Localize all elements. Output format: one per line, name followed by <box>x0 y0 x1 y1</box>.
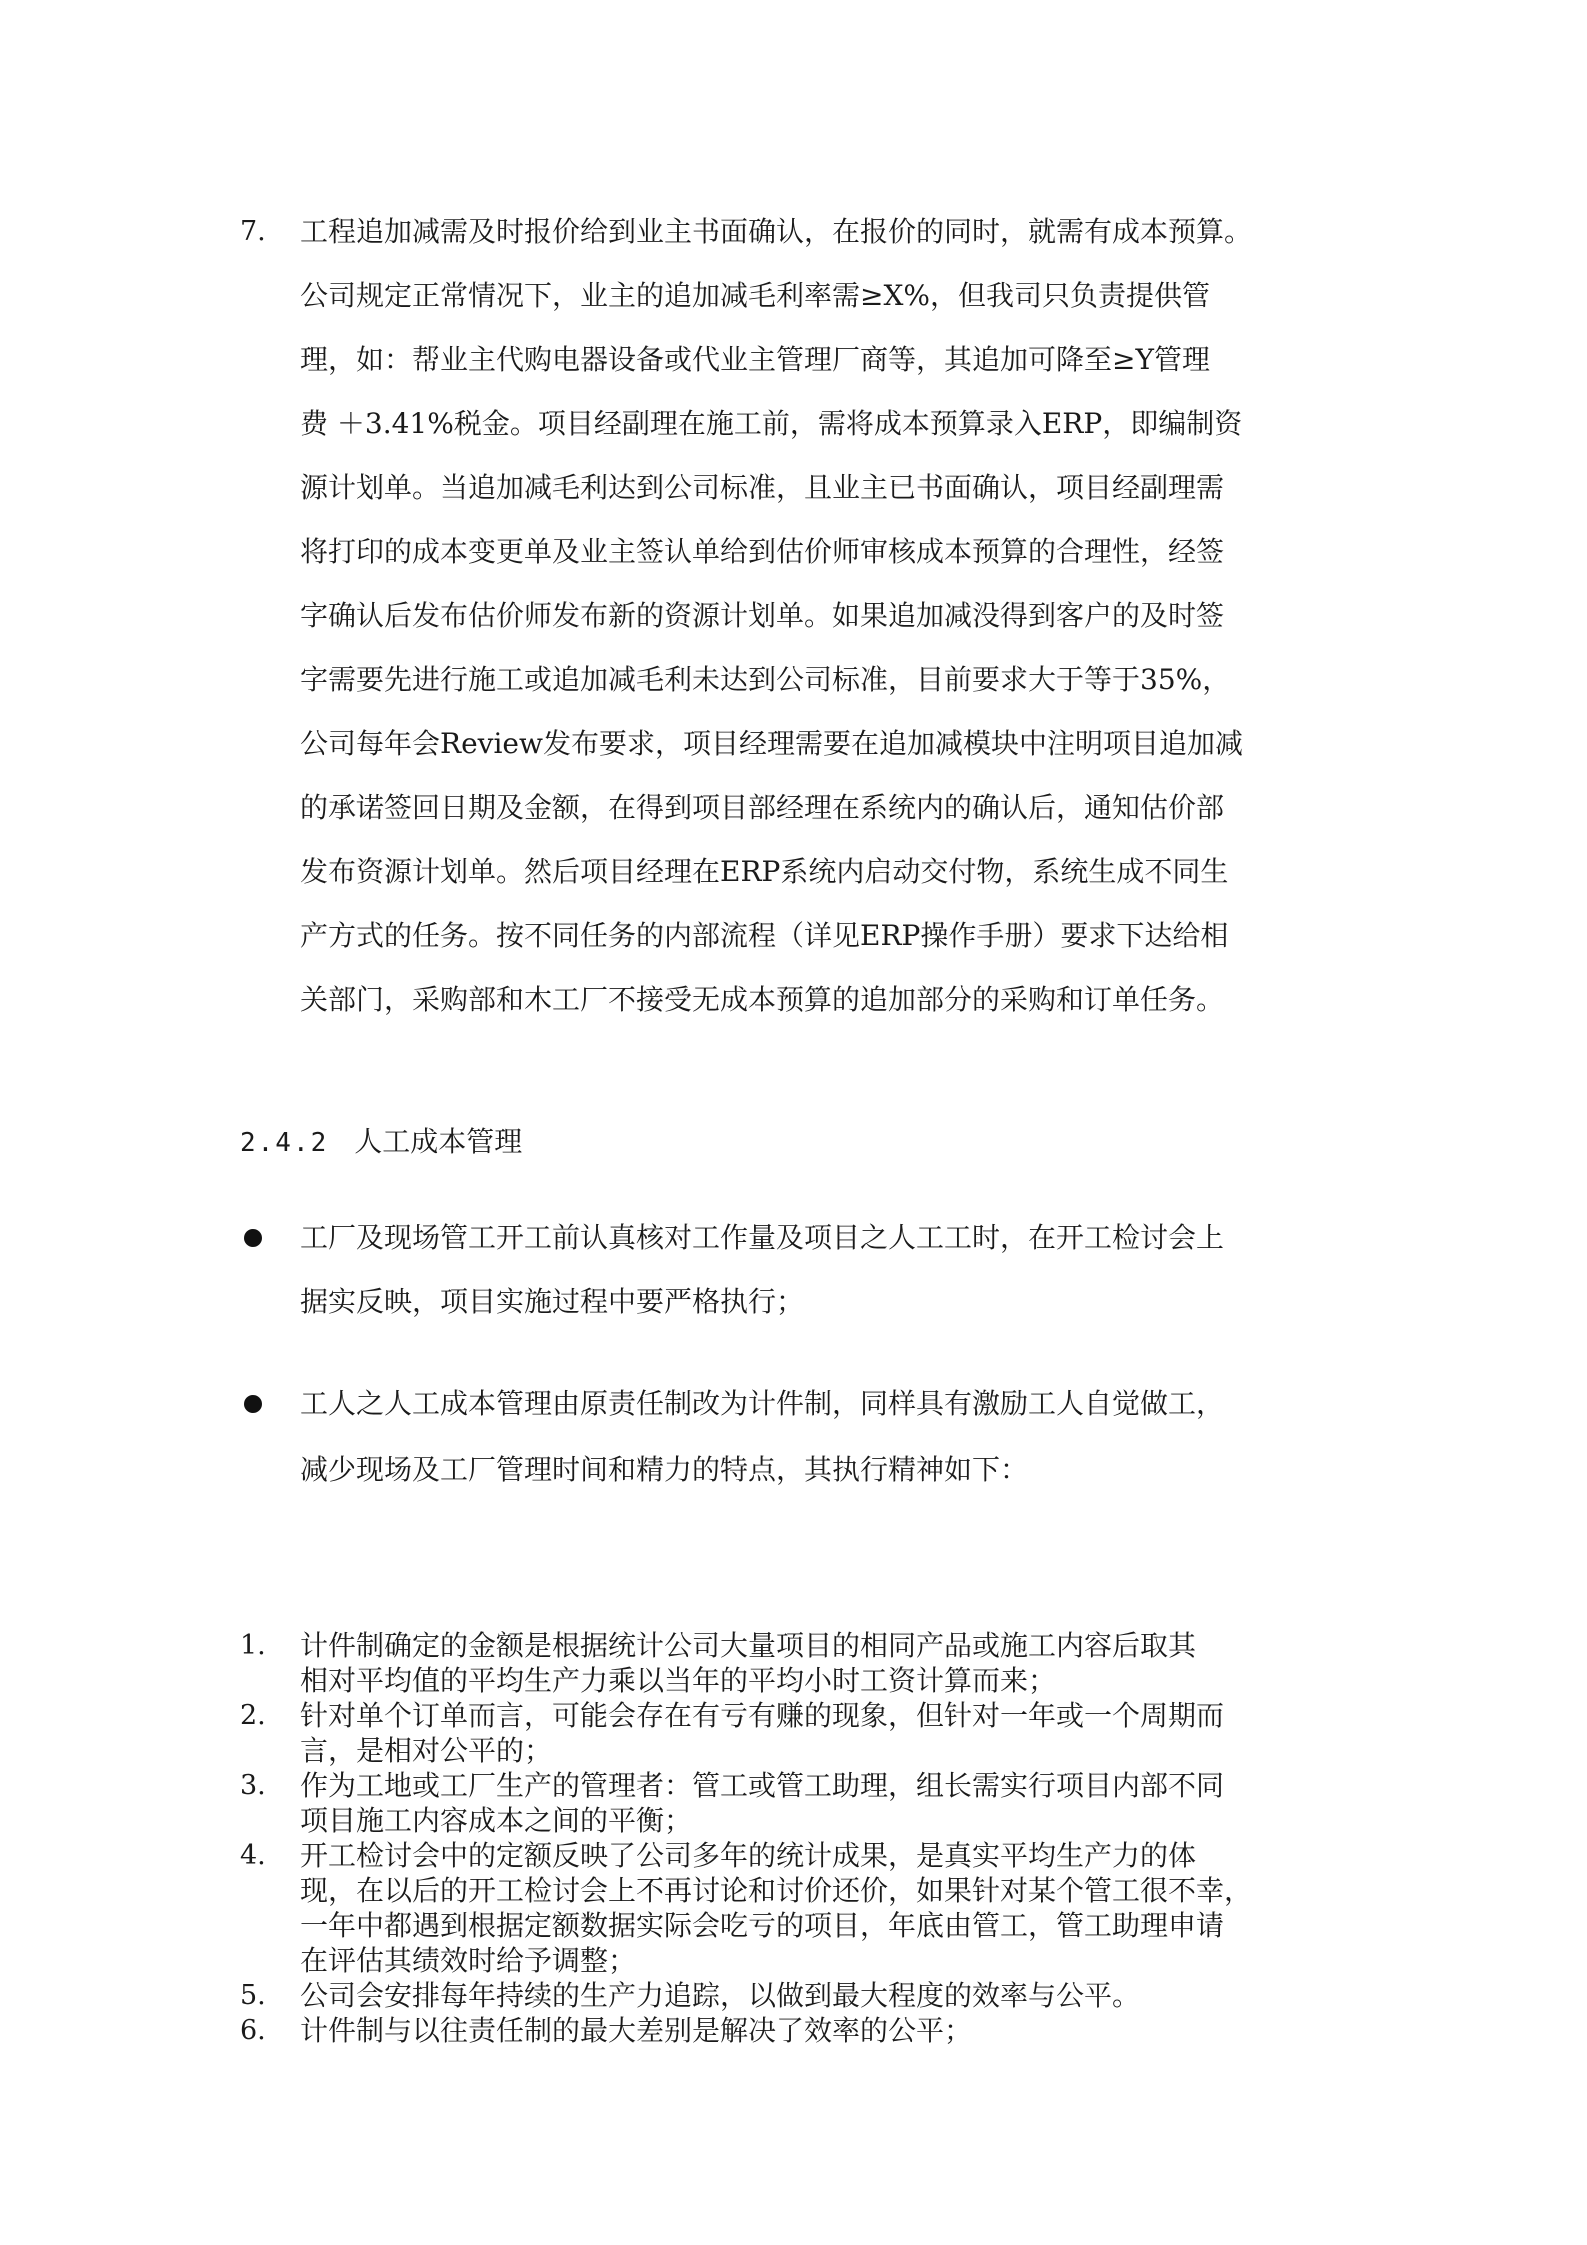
list-line: 计件制确定的金额是根据统计公司大量项目的相同产品或施工内容后取其 <box>300 1629 1197 1662</box>
list-line: 在评估其绩效时给予调整； <box>300 1944 637 1977</box>
list-item <box>240 1978 1360 2013</box>
paragraph-line: 的承诺签回日期及金额，在得到项目部经理在系统内的确认后，通知估价部 <box>300 791 1225 824</box>
list-item <box>240 1628 1360 1698</box>
list-line: 一年中都遇到根据定额数据实际会吃亏的项目，年底由管工，管工助理申请 <box>300 1909 1225 1942</box>
list-line: 言，是相对公平的； <box>300 1734 553 1767</box>
section-number: 2.4.2 <box>240 1128 329 1158</box>
section-title: 人工成本管理 <box>354 1125 523 1158</box>
paragraph-line: 公司每年会Review发布要求，项目经理需要在追加减模块中注明项目追加减 <box>300 727 1243 760</box>
paragraph-number: 7. <box>240 216 266 247</box>
list-line: 公司会安排每年持续的生产力追踪，以做到最大程度的效率与公平。 <box>300 1979 1141 2012</box>
list-line: 作为工地或工厂生产的管理者：管工或管工助理，组长需实行项目内部不同 <box>300 1769 1225 1802</box>
bullet-line: 工厂及现场管工开工前认真核对工作量及项目之人工工时，在开工检讨会上 <box>300 1221 1225 1254</box>
list-number: 4. <box>240 1840 266 1871</box>
list-line: 针对单个订单而言，可能会存在有亏有赚的现象，但针对一年或一个周期而 <box>300 1699 1225 1732</box>
list-line: 项目施工内容成本之间的平衡； <box>300 1804 693 1837</box>
bullet-line: 工人之人工成本管理由原责任制改为计件制，同样具有激励工人自觉做工， <box>300 1387 1225 1420</box>
list-number: 3. <box>240 1770 266 1801</box>
list-item <box>240 1838 1360 1978</box>
paragraph-line: 工程追加减需及时报价给到业主书面确认，在报价的同时，就需有成本预算。 <box>300 215 1253 248</box>
list-line: 相对平均值的平均生产力乘以当年的平均小时工资计算而来； <box>300 1664 1057 1697</box>
list-line: 开工检讨会中的定额反映了公司多年的统计成果，是真实平均生产力的体 <box>300 1839 1197 1872</box>
numbered-list <box>240 1628 1360 2048</box>
list-number: 1. <box>240 1630 266 1661</box>
paragraph-line: 字需要先进行施工或追加减毛利未达到公司标准，目前要求大于等于35%， <box>300 663 1231 696</box>
bullet-dot-icon <box>244 1395 262 1413</box>
paragraph-line: 发布资源计划单。然后项目经理在ERP系统内启动交付物，系统生成不同生 <box>300 855 1229 888</box>
paragraph-line: 理，如：帮业主代购电器设备或代业主管理厂商等，其追加可降至≥Y管理 <box>300 343 1210 376</box>
paragraph-line: 产方式的任务。按不同任务的内部流程（详见ERP操作手册）要求下达给相 <box>300 919 1229 952</box>
bullet-line: 减少现场及工厂管理时间和精力的特点，其执行精神如下： <box>300 1453 1029 1486</box>
list-line: 现，在以后的开工检讨会上不再讨论和讨价还价，如果针对某个管工很不幸， <box>300 1874 1253 1907</box>
list-number: 6. <box>240 2015 266 2046</box>
list-line: 计件制与以往责任制的最大差别是解决了效率的公平； <box>300 2014 973 2047</box>
paragraph-line: 将打印的成本变更单及业主签认单给到估价师审核成本预算的合理性，经签 <box>300 535 1225 568</box>
paragraph-line: 公司规定正常情况下，业主的追加减毛利率需≥X%，但我司只负责提供管 <box>300 279 1211 312</box>
list-number: 5. <box>240 1980 266 2011</box>
list-item <box>240 1698 1360 1768</box>
paragraph-line: 源计划单。当追加减毛利达到公司标准，且业主已书面确认，项目经副理需 <box>300 471 1225 504</box>
list-item <box>240 1768 1360 1838</box>
section-heading <box>240 1122 522 1163</box>
paragraph-line: 费 ＋3.41%税金。项目经副理在施工前，需将成本预算录入ERP，即编制资 <box>300 407 1243 440</box>
bullet-line: 据实反映，项目实施过程中要严格执行； <box>300 1285 805 1318</box>
list-number: 2. <box>240 1700 266 1731</box>
paragraph-line: 字确认后发布估价师发布新的资源计划单。如果追加减没得到客户的及时签 <box>300 599 1225 632</box>
list-item <box>240 2013 1360 2048</box>
paragraph-line: 关部门，采购部和木工厂不接受无成本预算的追加部分的采购和订单任务。 <box>300 983 1225 1016</box>
bullet-dot-icon <box>244 1229 262 1247</box>
